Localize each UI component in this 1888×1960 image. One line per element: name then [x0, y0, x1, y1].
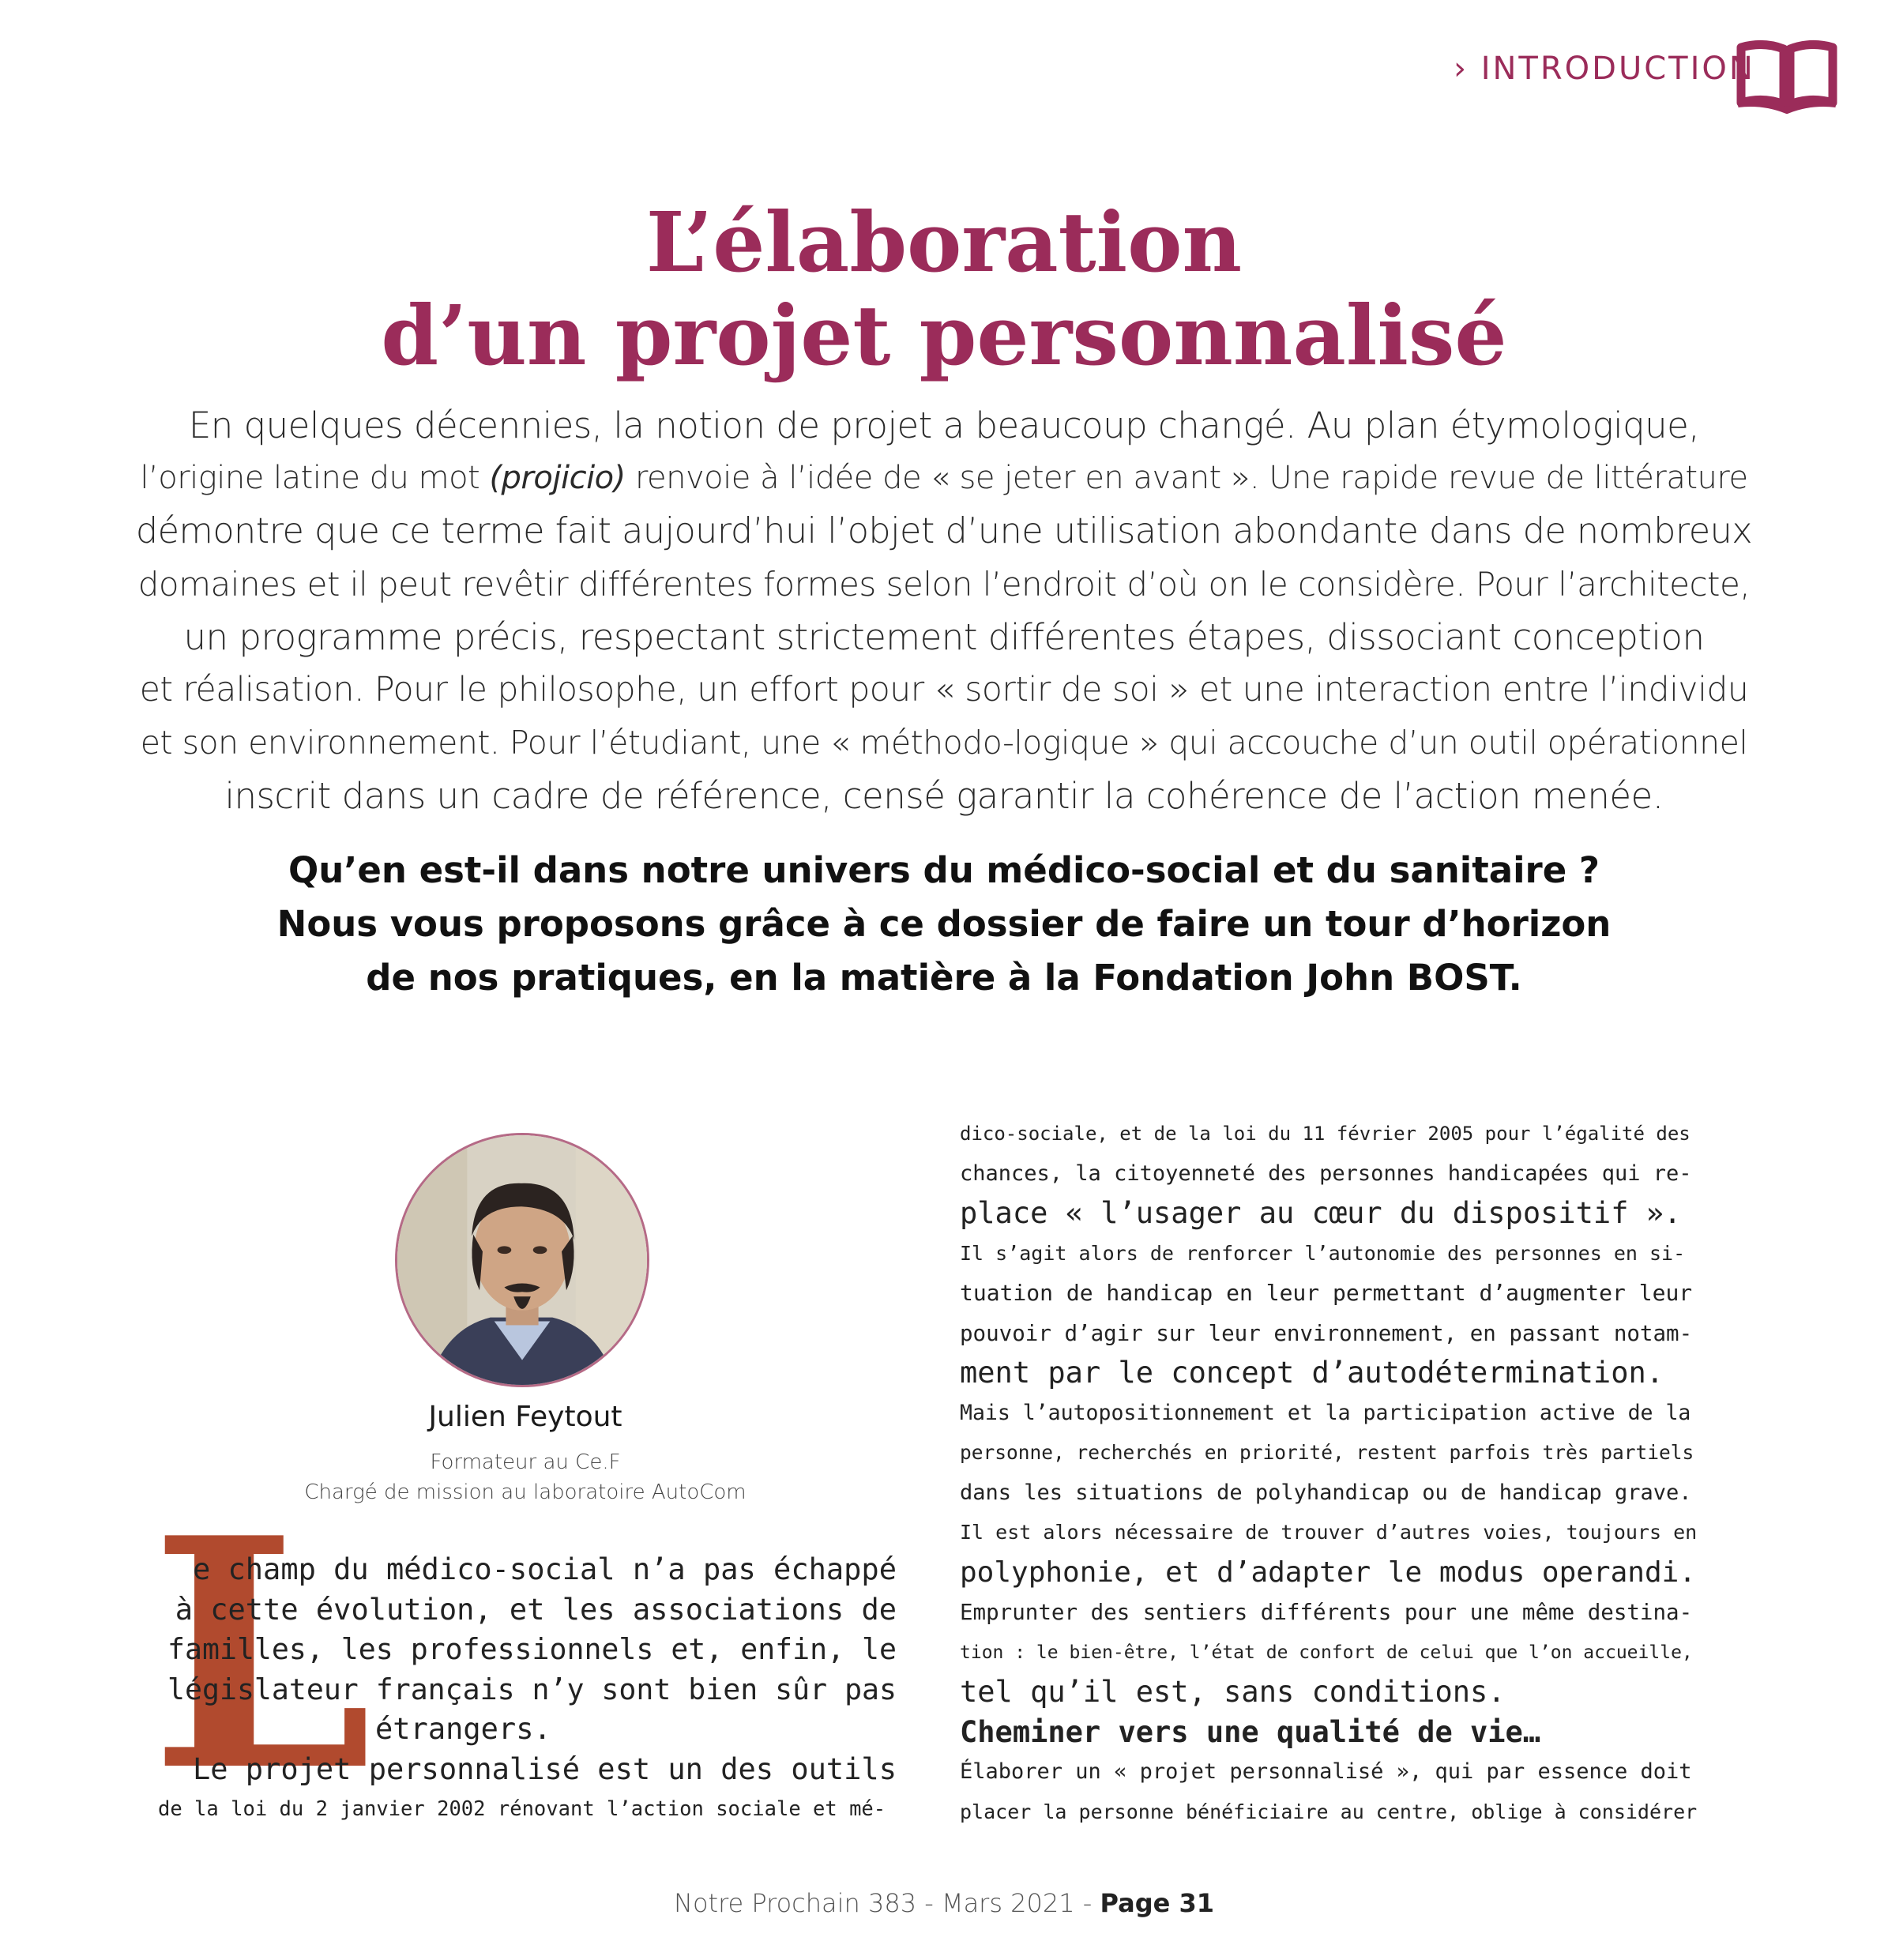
body-line: ment par le concept d’autodétermination. — [960, 1356, 1664, 1390]
author-role: Chargé de mission au laboratoire AutoCom — [304, 1480, 747, 1504]
page-number: Page 31 — [1100, 1888, 1214, 1918]
section-label: › INTRODUCTION — [1454, 51, 1755, 87]
intro-line — [134, 452, 1754, 505]
footer-publication: Notre Prochain 383 - Mars 2021 - — [674, 1888, 1100, 1918]
body-line: tel qu’il est, sans conditions. — [960, 1675, 1506, 1709]
body-line: Il est alors nécessaire de trouver d’autres voies, toujours en — [960, 1521, 1698, 1544]
open-book-icon — [1735, 38, 1839, 115]
body-line: étrangers. — [375, 1712, 551, 1746]
intro-line: et son environnement. Pour l’étudiant, une « méthodo-logique » qui accouche d’un outil opérationnel — [140, 724, 1748, 762]
intro-paragraph — [134, 399, 1754, 822]
body-line: familles, les professionnels et, enfin, le — [167, 1632, 897, 1666]
title-line-2: d’un projet personnalisé — [381, 287, 1507, 384]
article-column-left — [158, 1550, 897, 1830]
question-line: Qu’en est-il dans notre univers du médico-social et du sanitaire ? — [288, 849, 1600, 891]
body-line: de la loi du 2 janvier 2002 rénovant l’action sociale et mé- — [158, 1797, 886, 1821]
article-subheading: Cheminer vers une qualité de vie… — [960, 1714, 1541, 1749]
body-line: législateur français n’y sont bien sûr pas — [167, 1672, 897, 1706]
author-name: Julien Feytout — [428, 1401, 622, 1433]
article-title — [79, 196, 1809, 382]
body-line: polyphonie, et d’adapter le modus operandi. — [960, 1556, 1696, 1589]
author-portrait — [395, 1133, 649, 1387]
body-line: Emprunter des sentiers différents pour une même destina- — [960, 1600, 1693, 1625]
intro-line: En quelques décennies, la notion de projet a beaucoup changé. Au plan étymologique, — [188, 404, 1700, 446]
intro-latin-word: (projicio) — [489, 460, 626, 496]
body-line: dico-sociale, et de la loi du 11 février 2005 pour l’égalité des — [960, 1123, 1691, 1145]
page-footer — [0, 1888, 1888, 1918]
intro-line: inscrit dans un cadre de référence, censé garantir la cohérence de l’action menée. — [224, 775, 1664, 817]
body-line: tion : le bien-être, l’état de confort de celui que l’on accueille, — [960, 1642, 1693, 1663]
question-line: Nous vous proposons grâce à ce dossier de faire un tour d’horizon — [276, 903, 1612, 945]
intro-line: démontre que ce terme fait aujourd’hui l’objet d’une utilisation abondante dans de nombreux — [135, 511, 1753, 551]
body-line: e champ du médico-social n’a pas échappé — [192, 1552, 897, 1586]
body-line: place « l’usager au cœur du dispositif ». — [960, 1196, 1682, 1230]
body-line: tuation de handicap en leur permettant d’augmenter leur — [960, 1280, 1693, 1306]
body-line: dans les situations de polyhandicap ou de handicap grave. — [960, 1480, 1692, 1505]
intro-text: renvoie à l’idée de « se jeter en avant ». Une rapide revue de littérature — [625, 460, 1748, 496]
body-line: chances, la citoyenneté des personnes handicapées qui re- — [960, 1161, 1692, 1186]
drop-cap: L — [150, 1469, 373, 1841]
body-line: Élaborer un « projet personnalisé », qui par essence doit — [960, 1759, 1692, 1784]
body-line: personne, recherchés en priorité, restent parfois très partiels — [960, 1441, 1694, 1464]
intro-line: et réalisation. Pour le philosophe, un effort pour « sortir de soi » et une interaction entre l’individu — [139, 671, 1749, 709]
intro-line: domaines et il peut revêtir différentes formes selon l’endroit d’où on le considère. Pour l’architecte, — [137, 565, 1751, 604]
intro-text: l’origine latine du mot — [140, 460, 490, 496]
body-line: placer la personne bénéficiaire au centre, oblige à considérer — [960, 1800, 1698, 1823]
title-line-1: L’élaboration — [645, 194, 1243, 291]
question-line: de nos pratiques, en la matière à la Fondation John BOST. — [366, 957, 1522, 999]
author-role: Formateur au Ce.F — [430, 1450, 621, 1474]
body-line: pouvoir d’agir sur leur environnement, en passant notam- — [960, 1320, 1693, 1346]
portrait-image — [397, 1135, 647, 1385]
body-line: Mais l’autopositionnement et la participation active de la — [960, 1400, 1691, 1425]
body-line: Le projet personnalisé est un des outils — [192, 1751, 897, 1786]
body-line: Il s’agit alors de renforcer l’autonomie des personnes en si- — [960, 1241, 1686, 1265]
body-line: à cette évolution, et les associations de — [175, 1592, 897, 1627]
lead-question — [158, 844, 1730, 1005]
intro-line: un programme précis, respectant strictement différentes étapes, dissociant conception — [183, 616, 1705, 658]
article-column-right — [960, 1114, 1698, 1832]
